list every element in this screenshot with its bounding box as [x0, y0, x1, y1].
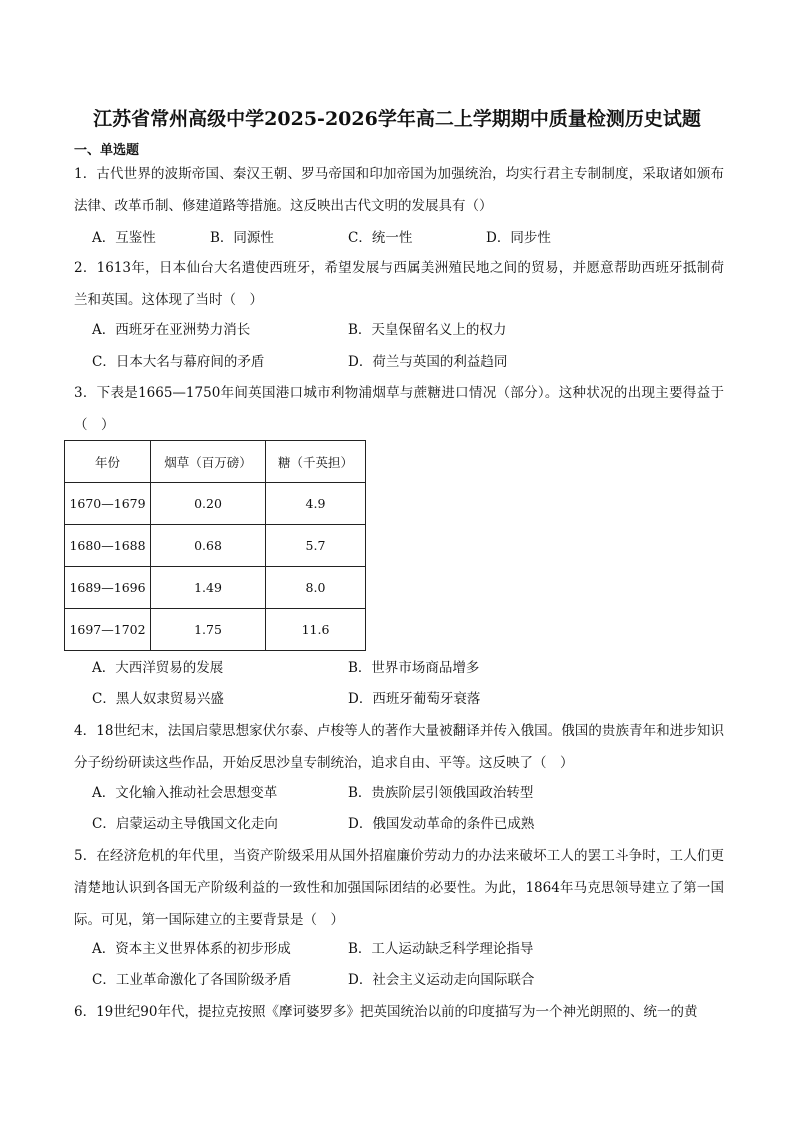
question-4-option-c[interactable]: C．启蒙运动主导俄国文化走向: [92, 816, 278, 832]
table-cell-year: 1670—1679: [65, 483, 151, 525]
question-2-option-b[interactable]: B．天皇保留名义上的权力: [348, 322, 507, 338]
question-3-option-c[interactable]: C．黑人奴隶贸易兴盛: [92, 691, 224, 707]
table-cell-sugar: 5.7: [266, 525, 366, 567]
question-2-option-d[interactable]: D．荷兰与英国的利益趋同: [348, 354, 508, 370]
question-5-option-a[interactable]: A．资本主义世界体系的初步形成: [92, 941, 291, 957]
question-2-option-c[interactable]: C．日本大名与幕府间的矛盾: [92, 354, 265, 370]
table-cell-year: 1697—1702: [65, 609, 151, 651]
question-3-option-b[interactable]: B．世界市场商品增多: [348, 660, 480, 676]
question-1-option-b[interactable]: B．同源性: [210, 230, 274, 246]
question-1-option-d[interactable]: D．同步性: [486, 230, 551, 246]
question-2-stem: 2．1613年，日本仙台大名遣使西班牙，希望发展与西属美洲殖民地之间的贸易，并愿意帮助西班牙抵制荷兰和英国。这体现了当时（ ）: [74, 260, 724, 308]
question-6-stem: 6．19世纪90年代，提拉克按照《摩诃婆罗多》把英国统治以前的印度描写为一个神光朗照的、统一的黄: [74, 1004, 698, 1020]
question-1-option-a[interactable]: A．互鉴性: [92, 230, 156, 246]
section-heading: 一、单选题: [74, 143, 140, 158]
question-5-option-d[interactable]: D．社会主义运动走向国际联合: [348, 972, 535, 988]
table-row: [65, 483, 366, 525]
table-row: [65, 567, 366, 609]
table-header-year: 年份: [65, 441, 151, 483]
import-data-table: [64, 440, 366, 651]
table-cell-year: 1689—1696: [65, 567, 151, 609]
table-row: [65, 609, 366, 651]
table-cell-tobacco: 0.20: [151, 483, 266, 525]
table-header-row: [65, 441, 366, 483]
question-3-stem: 3．下表是1665—1750年间英国港口城市利物浦烟草与蔗糖进口情况（部分）。这种状况的出现主要得益于（ ）: [74, 385, 724, 433]
question-4-option-a[interactable]: A．文化输入推动社会思想变革: [92, 785, 278, 801]
table-header-tobacco: 烟草（百万磅）: [151, 441, 266, 483]
question-4-option-d[interactable]: D．俄国发动革命的条件已成熟: [348, 816, 535, 832]
question-2-option-a[interactable]: A．西班牙在亚洲势力消长: [92, 322, 251, 338]
page-title: 江苏省常州高级中学2025-2026学年高二上学期期中质量检测历史试题: [93, 108, 701, 130]
question-4-stem: 4．18世纪末，法国启蒙思想家伏尔泰、卢梭等人的著作大量被翻译并传入俄国。俄国的贵族青年和进步知识分子纷纷研读这些作品，开始反思沙皇专制统治，追求自由、平等。这反映了（ ）: [74, 723, 724, 771]
table-row: [65, 525, 366, 567]
table-cell-sugar: 8.0: [266, 567, 366, 609]
question-3-option-a[interactable]: A．大西洋贸易的发展: [92, 660, 224, 676]
table-header-sugar: 糖（千英担）: [266, 441, 366, 483]
table-cell-sugar: 11.6: [266, 609, 366, 651]
question-3-option-d[interactable]: D．西班牙葡萄牙衰落: [348, 691, 481, 707]
question-1-stem: 1．古代世界的波斯帝国、秦汉王朝、罗马帝国和印加帝国为加强统治，均实行君主专制制度，采取诸如颁布法律、改革币制、修建道路等措施。这反映出古代文明的发展具有（）: [74, 166, 724, 214]
table-cell-sugar: 4.9: [266, 483, 366, 525]
question-5-option-c[interactable]: C．工业革命激化了各国阶级矛盾: [92, 972, 292, 988]
question-5-option-b[interactable]: B．工人运动缺乏科学理论指导: [348, 941, 534, 957]
question-5-stem: 5．在经济危机的年代里，当资产阶级采用从国外招雇廉价劳动力的办法来破坏工人的罢工斗争时，工人们更清楚地认识到各国无产阶级利益的一致性和加强国际团结的必要性。为此，1864年马克思领导建立了第一国际。可见，第一国际建立的主要背景是（ ）: [74, 848, 724, 928]
table-cell-tobacco: 1.75: [151, 609, 266, 651]
table-cell-tobacco: 1.49: [151, 567, 266, 609]
table-cell-tobacco: 0.68: [151, 525, 266, 567]
question-1-option-c[interactable]: C．统一性: [348, 230, 413, 246]
question-4-option-b[interactable]: B．贵族阶层引领俄国政治转型: [348, 785, 534, 801]
table-cell-year: 1680—1688: [65, 525, 151, 567]
